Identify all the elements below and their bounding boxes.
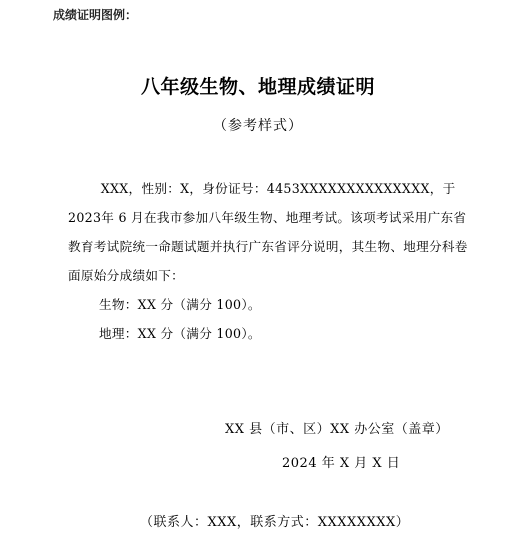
document-subtitle: （参考样式） <box>213 118 303 134</box>
document-body <box>68 174 476 348</box>
score-line-biology: 生物：XX 分（满分 100）。 <box>99 297 261 312</box>
issuer-stamp-line: XX 县（市、区）XX 办公室（盖章） <box>225 422 449 437</box>
contact-info: （联系人：XXX，联系方式：XXXXXXXX） <box>140 515 410 530</box>
document-title: 八年级生物、地理成绩证明 <box>140 76 375 98</box>
issue-date: 2024 年 X 月 X 日 <box>282 456 401 471</box>
score-line-geography: 地理：XX 分（满分 100）。 <box>99 326 261 341</box>
body-paragraph: XXX，性别：X，身份证号：4453XXXXXXXXXXXXXX，于 2023年 6 月在我市参加八年级生物、地理考试。该项考试采用广东省教育考试院统一命题试题并执行广东省评分说明，其生物、地理分科卷面原始分成绩如下： <box>68 181 468 283</box>
caption-label: 成绩证明图例： <box>53 8 138 22</box>
